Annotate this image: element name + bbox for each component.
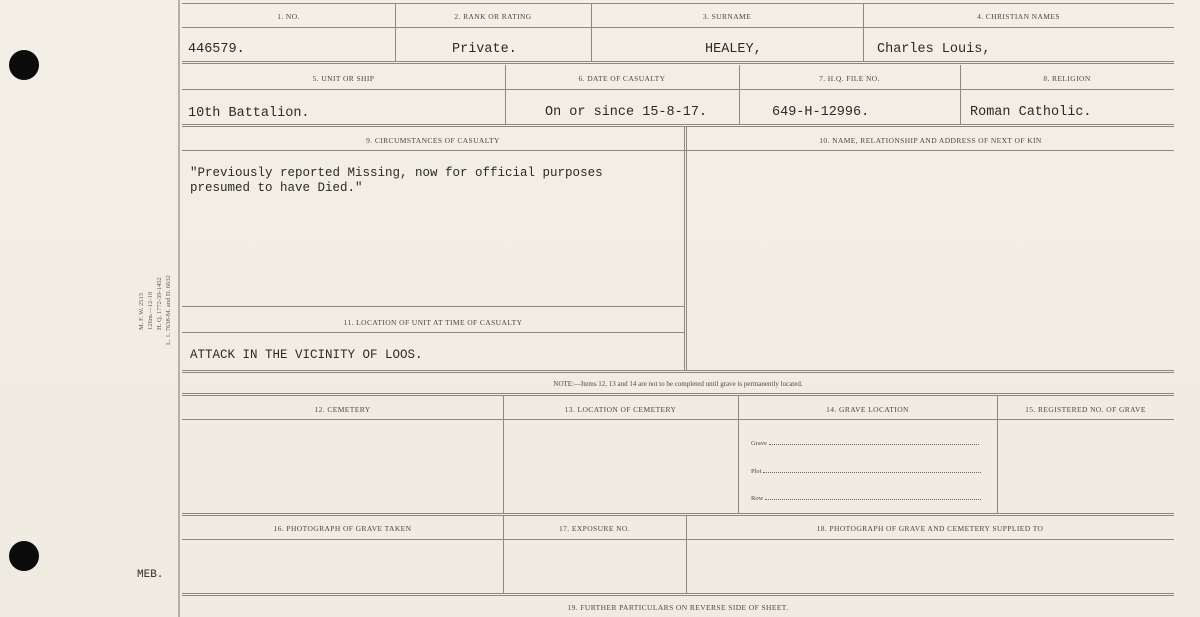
value-location-unit: ATTACK IN THE VICINITY OF LOOS.	[190, 348, 423, 362]
value-circumstances-line1: "Previously reported Missing, now for official purposes	[190, 166, 603, 180]
value-circumstances-line2: presumed to have Died."	[190, 181, 363, 195]
label-surname: 3. SURNAME	[702, 12, 752, 21]
value-rank: Private.	[452, 42, 517, 57]
label-rank: 2. RANK OR RATING	[454, 12, 532, 21]
label-location-cemetery: 13. LOCATION OF CEMETERY	[564, 405, 677, 414]
side-print-2: 126m.—12-19	[147, 291, 154, 330]
punch-hole-bottom	[9, 541, 39, 571]
label-photo-taken: 16. PHOTOGRAPH OF GRAVE TAKEN	[273, 524, 412, 533]
value-unit: 10th Battalion.	[188, 106, 310, 121]
clerk-initials: MEB.	[137, 569, 164, 581]
plot-line: Plot	[751, 468, 981, 475]
grave-line: Grave	[751, 440, 979, 447]
note-items: NOTE:—Items 12, 13 and 14 are not to be completed until grave is permanently located.	[553, 380, 803, 388]
side-print-4: L. 1. 7638-M. and D. 6632	[165, 275, 172, 345]
value-no: 446579.	[188, 42, 245, 57]
row-line: Row	[751, 495, 981, 502]
margin-line	[178, 0, 180, 617]
label-cemetery: 12. CEMETERY	[314, 405, 371, 414]
value-file: 649-H-12996.	[772, 105, 870, 120]
side-print-1: M. F. W. 2513	[138, 292, 145, 330]
label-no: 1. NO.	[277, 12, 300, 21]
label-file: 7. H.Q. FILE NO.	[819, 74, 880, 83]
label-next-of-kin: 10. NAME, RELATIONSHIP AND ADDRESS OF NEXT OF KIN	[819, 136, 1042, 145]
value-surname: HEALEY,	[705, 42, 762, 57]
label-location-unit: 11. LOCATION OF UNIT AT TIME OF CASUALTY	[343, 318, 523, 327]
label-religion: 8. RELIGION	[1043, 74, 1091, 83]
punch-hole-top	[9, 50, 39, 80]
label-date: 6. DATE OF CASUALTY	[578, 74, 666, 83]
label-registered-no: 15. REGISTERED NO. OF GRAVE	[1025, 405, 1146, 414]
value-christian-names: Charles Louis,	[877, 42, 991, 57]
label-christian-names: 4. CHRISTIAN NAMES	[977, 12, 1060, 21]
side-print-3: H. Q. 1772-39-1452	[156, 277, 163, 330]
label-exposure: 17. EXPOSURE NO.	[559, 524, 630, 533]
footer-further-particulars: 19. FURTHER PARTICULARS ON REVERSE SIDE OF SHEET.	[567, 603, 789, 612]
label-circumstances: 9. CIRCUMSTANCES OF CASUALTY	[366, 136, 500, 145]
label-unit: 5. UNIT OR SHIP	[312, 74, 375, 83]
label-grave-location: 14. GRAVE LOCATION	[826, 405, 909, 414]
value-date: On or since 15-8-17.	[545, 105, 708, 120]
label-photo-supplied: 18. PHOTOGRAPH OF GRAVE AND CEMETERY SUPPLIED TO	[816, 524, 1044, 533]
value-religion: Roman Catholic.	[970, 105, 1092, 120]
